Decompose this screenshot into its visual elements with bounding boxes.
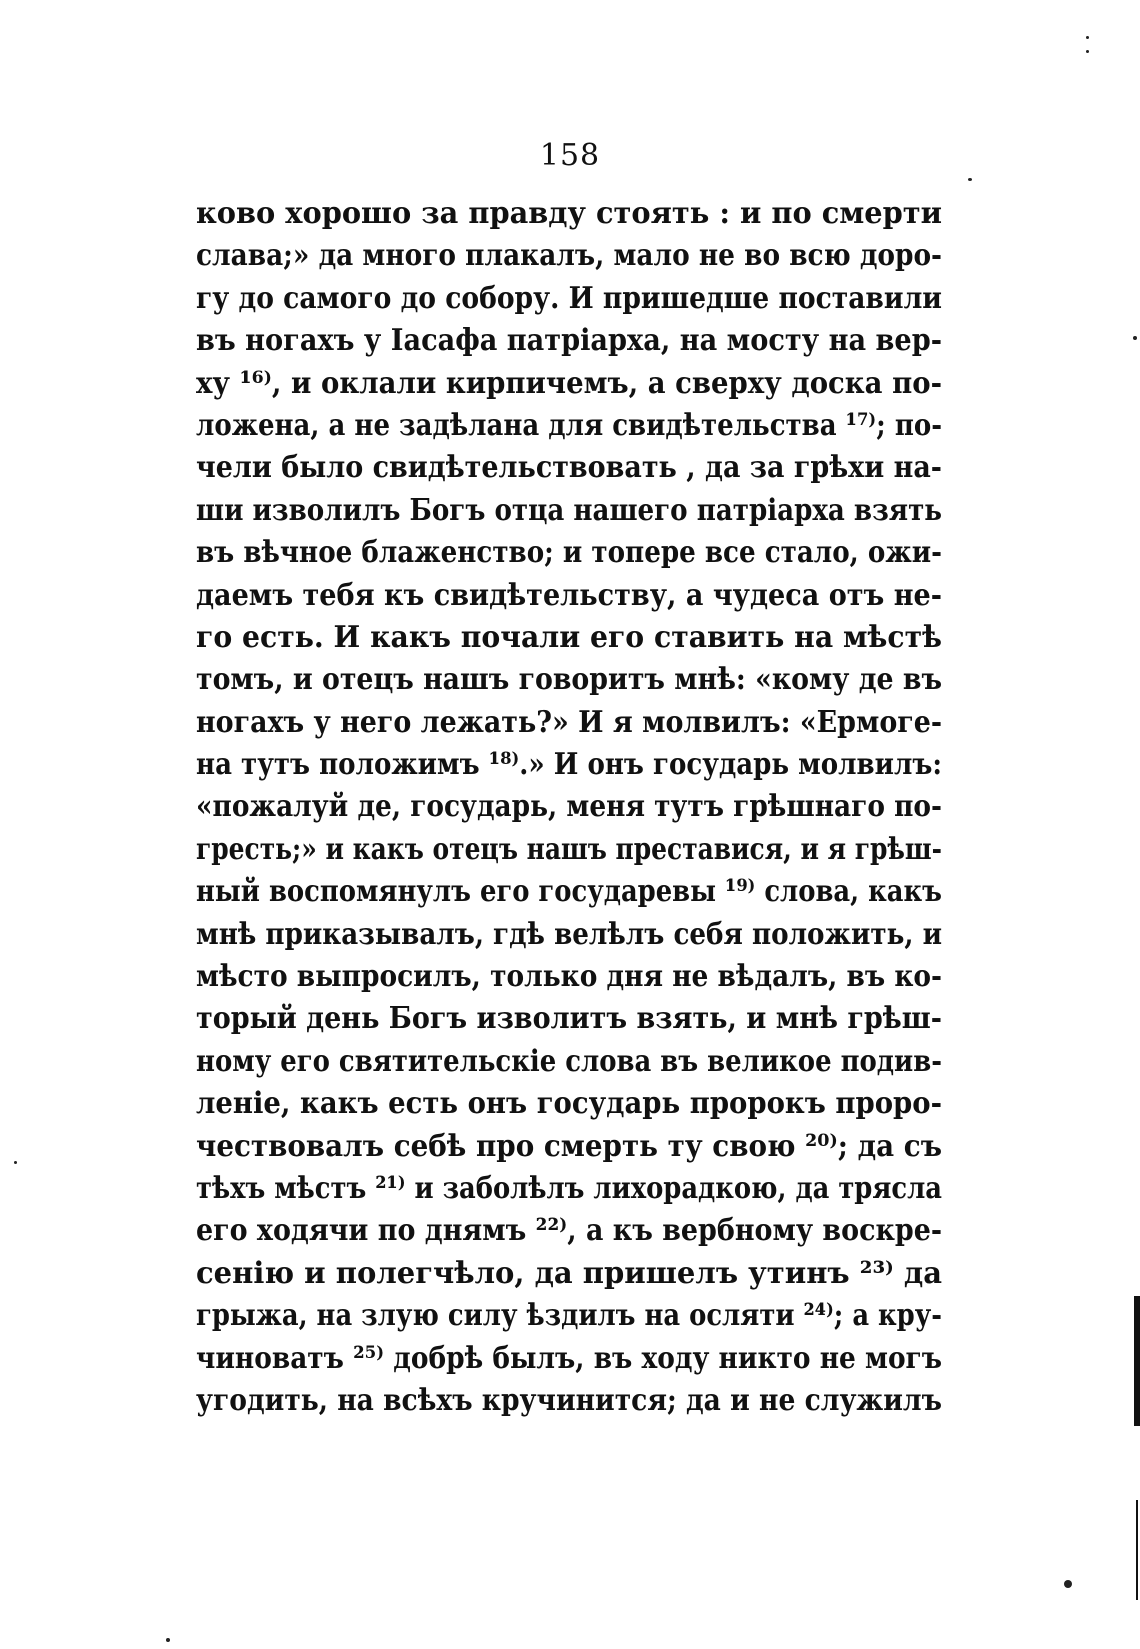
page-edge-mark bbox=[1134, 1296, 1140, 1426]
scan-speck bbox=[14, 1161, 17, 1164]
text-line: торый день Богъ изволитъ взять, и мнѣ грѣш- bbox=[196, 1001, 942, 1037]
page-edge-mark bbox=[1136, 1500, 1138, 1600]
text-line: мѣсто выпросилъ, только дня не вѣдалъ, въ ко- bbox=[196, 959, 942, 995]
scan-speck bbox=[1086, 50, 1089, 53]
text-line: томъ, и отецъ нашъ говоритъ мнѣ: «кому де въ bbox=[196, 662, 942, 698]
text-line: въ вѣчное блаженство; и топере все стало, ожи- bbox=[196, 535, 942, 571]
text-line: на тутъ положимъ ¹⁸⁾.» И онъ государь молвилъ: bbox=[196, 747, 942, 783]
text-line: въ ногахъ у Іасафа патріарха, на мосту на вер- bbox=[196, 323, 942, 359]
text-line: ху ¹⁶⁾, и оклали кирпичемъ, а сверху доска по- bbox=[196, 365, 942, 401]
text-line: ши изволилъ Богъ отца нашего патріарха взять bbox=[196, 492, 942, 528]
scan-speck bbox=[1086, 36, 1089, 39]
text-line: чиноватъ ²⁵⁾ добрѣ былъ, въ ходу никто не могъ bbox=[196, 1340, 942, 1376]
page-number: 158 bbox=[539, 138, 601, 173]
text-line: его ходячи по днямъ ²²⁾, а къ вербному воскре- bbox=[196, 1213, 942, 1249]
scan-speck bbox=[166, 1638, 170, 1642]
scan-speck bbox=[968, 178, 972, 181]
text-line: ному его святительскіе слова въ великое подив- bbox=[196, 1043, 942, 1079]
text-line: чели было свидѣтельствовать , да за грѣхи на- bbox=[196, 450, 942, 486]
text-line: ногахъ у него лежать?» И я молвилъ: «Ермоге- bbox=[196, 704, 942, 740]
text-line: ково хорошо за правду стоять : и по смерти bbox=[196, 196, 942, 231]
body-text bbox=[196, 193, 942, 1422]
text-line: тѣхъ мѣстъ ²¹⁾ и заболѣлъ лихорадкою, да трясла bbox=[196, 1170, 942, 1206]
text-line: слава;» да много плакалъ, мало не во всю доро- bbox=[196, 238, 942, 274]
text-line: чествовалъ себѣ про смерть ту свою ²⁰⁾; да съ bbox=[196, 1128, 942, 1164]
scan-speck bbox=[1064, 1580, 1072, 1588]
text-line: ный воспомянулъ его государевы ¹⁹⁾ слова, какъ bbox=[196, 874, 942, 910]
text-line: гресть;» и какъ отецъ нашъ преставися, и я грѣш- bbox=[196, 831, 942, 867]
text-line: ложена, а не задѣлана для свидѣтельства ¹⁷⁾; по- bbox=[196, 407, 942, 443]
text-line: грыжа, на злую силу ѣздилъ на осляти ²⁴⁾; а кру- bbox=[196, 1298, 942, 1334]
text-line: сенію и полегчѣло, да пришелъ утинъ ²³⁾ да bbox=[196, 1255, 942, 1291]
text-line: угодить, на всѣхъ кручинится; да и не служилъ bbox=[196, 1382, 942, 1418]
text-line: леніе, какъ есть онъ государь пророкъ проро- bbox=[196, 1086, 942, 1122]
scan-speck bbox=[1133, 336, 1137, 340]
text-line: гу до самого до собору. И пришедше поставили bbox=[196, 280, 942, 316]
text-line: го есть. И какъ почали его ставить на мѣстѣ bbox=[196, 619, 942, 655]
text-line: мнѣ приказывалъ, гдѣ велѣлъ себя положить, и bbox=[196, 916, 942, 952]
text-line: даемъ тебя къ свидѣтельству, а чудеса отъ не- bbox=[196, 577, 942, 613]
text-line: «пожалуй де, государь, меня тутъ грѣшнаго по- bbox=[196, 789, 942, 825]
